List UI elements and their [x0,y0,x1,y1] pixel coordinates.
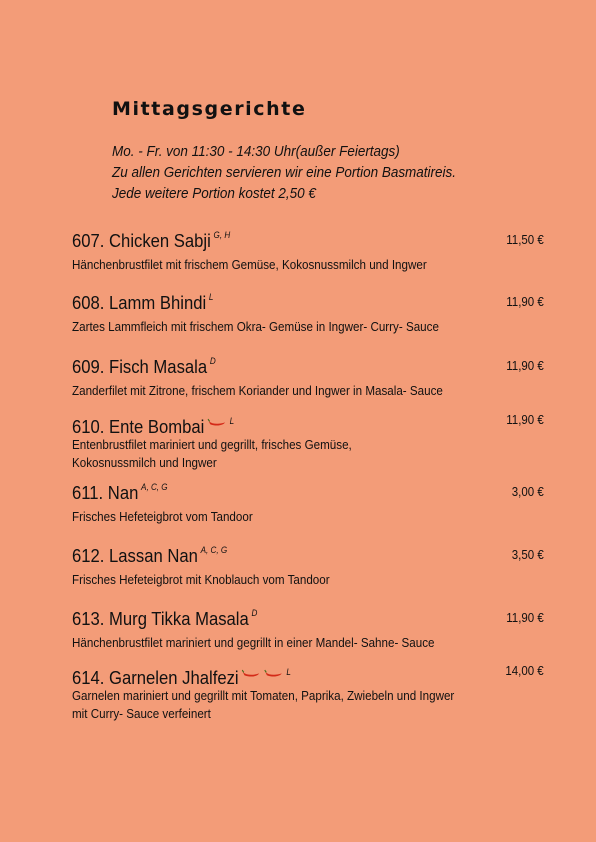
dish-description [72,382,518,400]
extra-portion-price: Jede weitere Portion kostet 2,50 € [112,186,316,202]
rice-note: Zu allen Gerichten servieren wir eine Portion Basmatireis. [112,165,457,181]
dish-price: 3,00 € [512,485,544,499]
dish-name: 607. Chicken Sabji [72,230,211,251]
chili-pepper-icon [241,661,261,683]
dish-price: 11,90 € [506,413,544,427]
dish-price: 11,90 € [506,611,544,625]
description-line: Frisches Hefeteigbrot vom Tandoor [72,510,253,524]
allergen-codes: G, H [213,230,231,240]
dish-price: 11,90 € [506,359,544,373]
dish-name: 608. Lamm Bhindi [72,292,207,313]
dish-title [72,230,230,252]
dish-price: 11,50 € [506,233,544,247]
menu-item [72,356,552,400]
dish-title [72,356,216,378]
menu-heading: Mittagsgerichte [112,98,307,120]
description-line: Kokosnussmilch und Ingwer [72,456,217,470]
dish-price: 3,50 € [512,548,544,562]
description-line: Entenbrustfilet mariniert und gegrillt, frisches Gemüse, [72,438,352,452]
description-line: Zanderfilet mit Zitrone, frischem Koriander und Ingwer in Masala- Sauce [72,384,443,398]
dish-name: 609. Fisch Masala [72,356,208,377]
dish-name: 614. Garnelen Jhalfezi [72,667,239,688]
allergen-codes: L [229,416,235,426]
dish-title [72,608,257,630]
dish-name: 612. Lassan Nan [72,545,198,566]
allergen-codes: D [251,608,258,618]
dish-title [72,482,168,504]
description-line: mit Curry- Sauce verfeinert [72,707,211,721]
dish-title [72,545,227,567]
dish-price: 14,00 € [505,664,544,678]
dish-description [72,634,518,652]
chili-pepper-icon [207,410,227,432]
description-line: Garnelen mariniert und gegrillt mit Tomaten, Paprika, Zwiebeln und Ingwer [72,689,455,703]
description-line: Hänchenbrustfilet mit frischem Gemüse, Kokosnussmilch und Ingwer [72,258,427,272]
allergen-codes: A, C, G [200,545,228,555]
dish-name: 611. Nan [72,482,139,503]
menu-item [72,230,552,274]
dish-description [72,436,518,472]
dish-title [72,292,213,314]
dish-name: 610. Ente Bombai [72,416,205,437]
menu-item [72,292,552,336]
description-line: Hänchenbrustfilet mariniert und gegrillt in einer Mandel- Sahne- Sauce [72,636,435,650]
allergen-codes: A, C, G [141,482,168,492]
dish-name: 613. Murg Tikka Masala [72,608,249,629]
lunch-hours: Mo. - Fr. von 11:30 - 14:30 Uhr(außer Feiertags) [112,144,400,160]
lunch-info [112,142,456,205]
dish-title [72,661,291,689]
allergen-codes: L [208,292,214,302]
dish-description [72,318,518,336]
menu-item [72,545,552,589]
menu-item [72,608,552,652]
allergen-codes: D [209,356,216,366]
menu-item [72,661,552,723]
menu-item [72,410,552,472]
description-line: Frisches Hefeteigbrot mit Knoblauch vom Tandoor [72,573,330,587]
description-line: Zartes Lammfleich mit frischem Okra- Gemüse in Ingwer- Curry- Sauce [72,320,439,334]
dish-title [72,410,234,438]
chili-pepper-icon [264,661,284,683]
allergen-codes: L [286,667,291,677]
dish-description [72,256,518,274]
dish-description [72,508,518,526]
menu-item [72,482,552,526]
dish-description [72,571,518,589]
dish-price: 11,90 € [506,295,544,309]
dish-description [72,687,518,723]
